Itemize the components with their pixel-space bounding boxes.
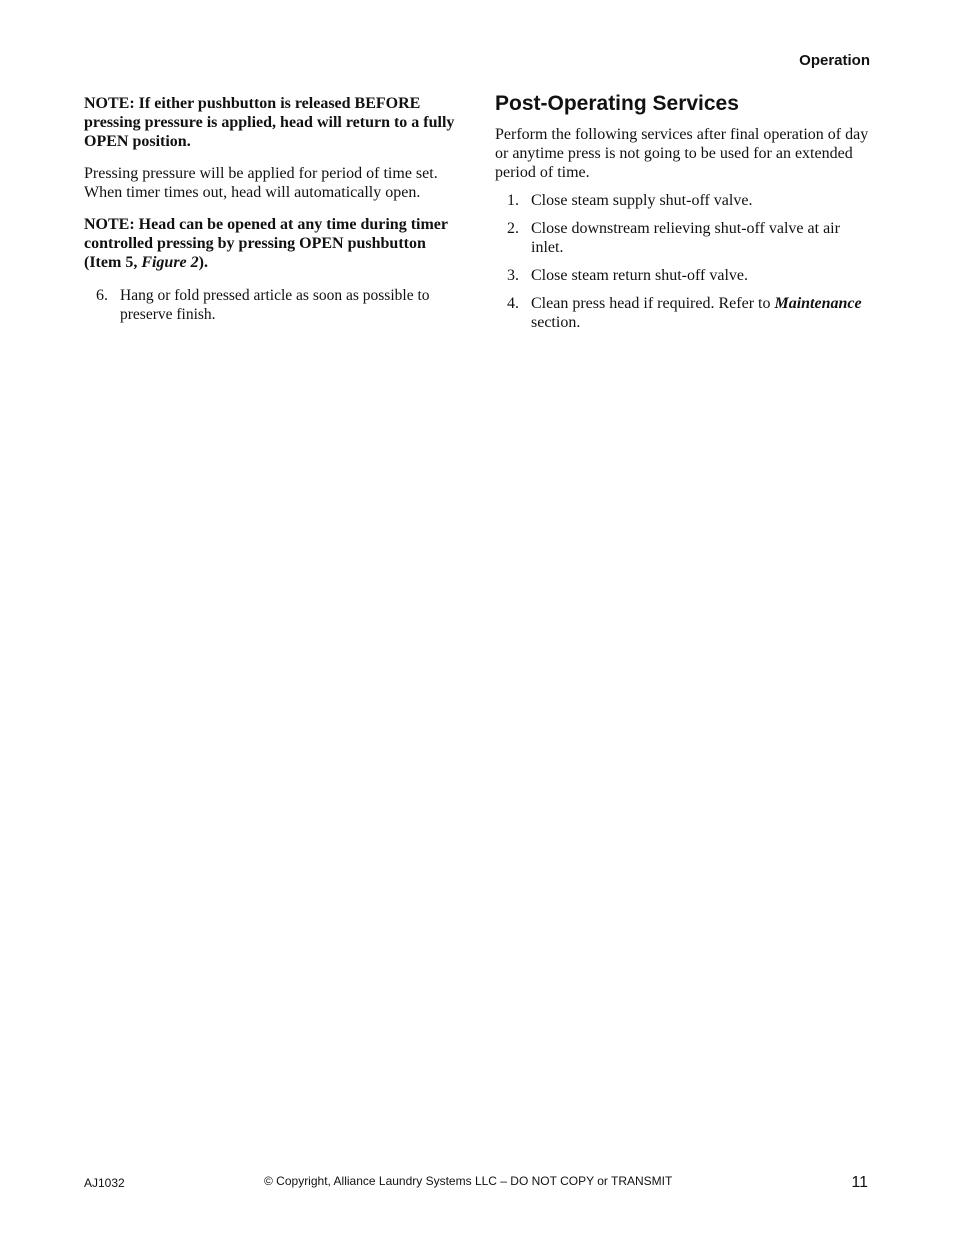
step-text: Clean press head if required. Refer to (531, 295, 771, 312)
copyright-notice: © Copyright, Alliance Laundry Systems LLC – DO NOT COPY or TRANSMIT (264, 1174, 673, 1188)
section-heading: Post-Operating Services (495, 92, 739, 115)
step-text: Close steam supply shut-off valve. (531, 192, 753, 209)
maintenance-reference: Maintenance (774, 295, 862, 312)
left-column (84, 94, 459, 324)
step-text: Close steam return shut-off valve. (531, 267, 748, 284)
step-list-left (84, 286, 459, 324)
note-head-open (84, 215, 459, 272)
step-text: Hang or fold pressed article as soon as possible to preserve finish. (120, 287, 430, 323)
list-item (495, 219, 875, 257)
step-text-suffix: section. (531, 314, 581, 331)
document-id: AJ1032 (84, 1176, 125, 1190)
note-pushbutton-release: NOTE: If either pushbutton is released BEFORE pressing pressure is applied, head will return to a fully OPEN position. (84, 95, 455, 150)
list-item (495, 266, 875, 285)
step-number: 4. (507, 295, 519, 312)
page-number: 11 (851, 1174, 868, 1191)
list-item (495, 294, 875, 332)
step-list-right (495, 191, 875, 332)
intro-paragraph: Perform the following services after final operation of day or anytime press is not going to be used for an extended period of time. (495, 126, 869, 181)
list-item (84, 286, 459, 324)
step-text: Close downstream relieving shut-off valve at air inlet. (531, 220, 840, 256)
note-head-open-text: NOTE: Head can be opened at any time during timer controlled pressing by pressing OPEN pushbutton (Item 5, (84, 216, 448, 271)
running-head: Operation (799, 52, 870, 69)
list-item (495, 191, 875, 210)
paragraph-pressing-pressure: Pressing pressure will be applied for period of time set. When timer times out, head will automatically open. (84, 165, 438, 201)
note-head-open-suffix: ). (198, 254, 208, 271)
step-number: 6. (96, 287, 108, 304)
figure-reference: Figure 2 (141, 254, 199, 271)
step-number: 1. (507, 192, 519, 209)
step-number: 3. (507, 267, 519, 284)
right-column (495, 91, 875, 332)
step-number: 2. (507, 220, 519, 237)
